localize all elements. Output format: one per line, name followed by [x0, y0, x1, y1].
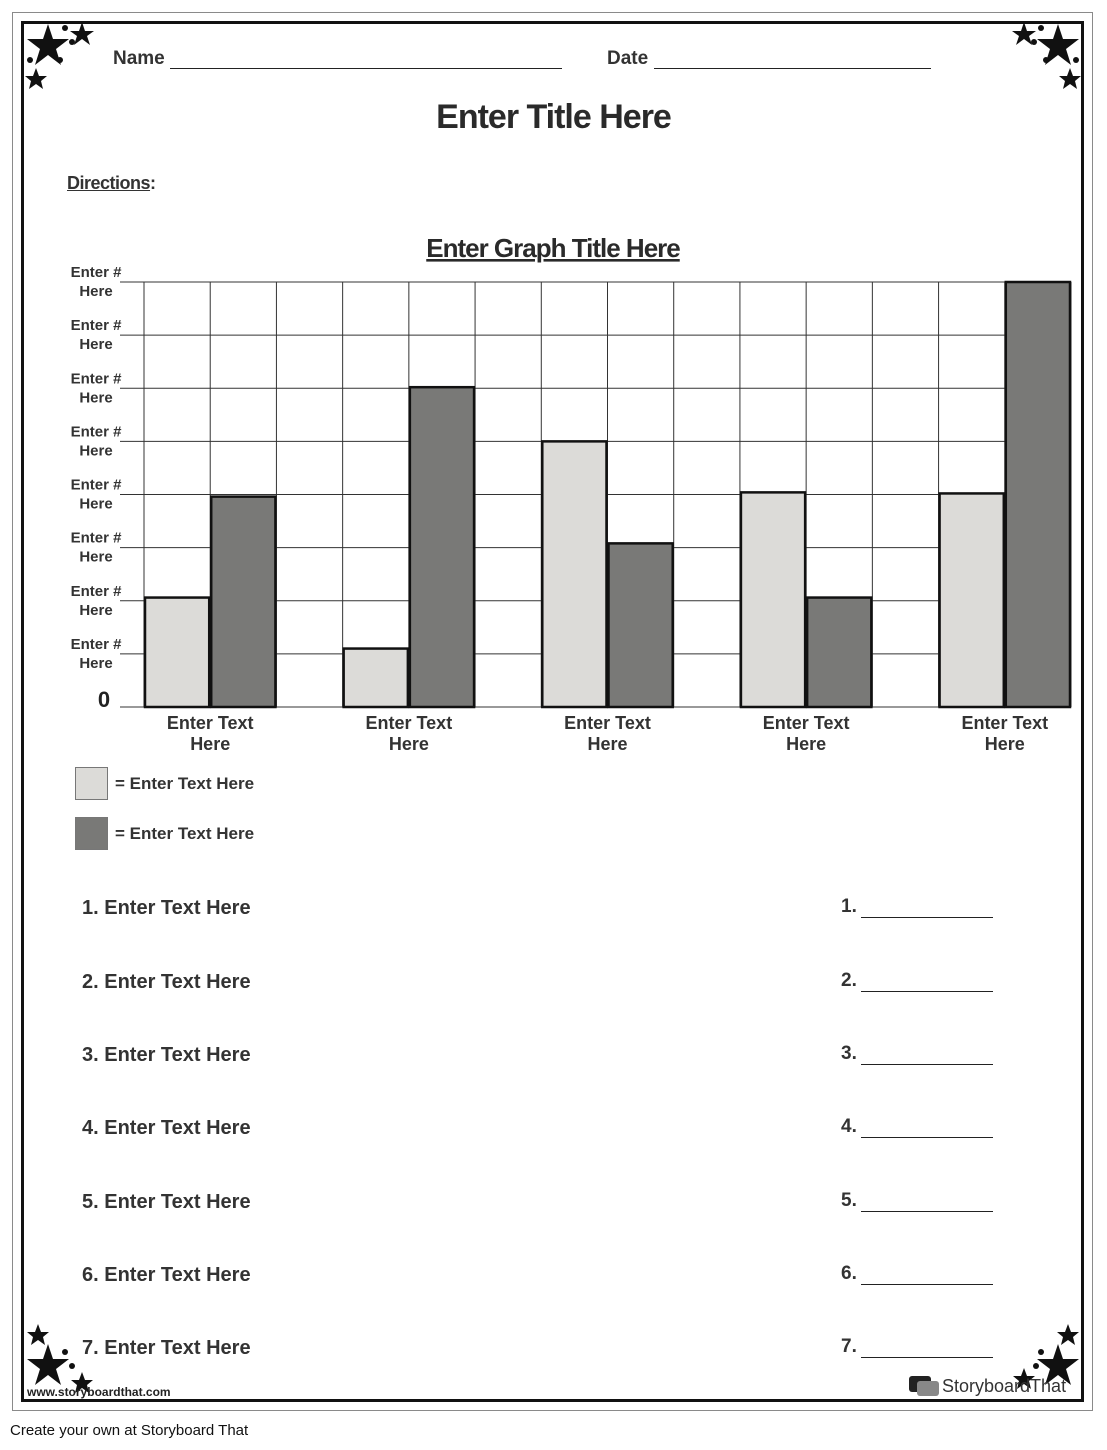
answer-number: 3.: [841, 1043, 857, 1064]
bar: [1006, 282, 1070, 707]
legend-label-dark[interactable]: = Enter Text Here: [115, 824, 255, 843]
answer-blank[interactable]: [861, 991, 993, 992]
graph-title[interactable]: Enter Graph Title Here: [426, 233, 680, 263]
bar: [410, 387, 474, 707]
page-title[interactable]: Enter Title Here: [436, 98, 671, 136]
logo-text: StoryboardThat: [942, 1375, 1067, 1396]
y-tick-label: Enter # Here: [70, 635, 122, 672]
bar: [211, 497, 275, 707]
question-text[interactable]: 4. Enter Text Here: [82, 1117, 251, 1139]
answer-blank[interactable]: [861, 1357, 993, 1358]
y-tick-label: Enter # Here: [70, 370, 122, 407]
y-tick-label: Enter # Here: [70, 529, 122, 566]
answer-number: 7.: [841, 1336, 857, 1357]
answer-blank[interactable]: [861, 1211, 993, 1212]
x-tick-label: Enter Text Here: [961, 713, 1049, 754]
bar: [807, 598, 871, 707]
name-field[interactable]: [170, 68, 562, 69]
question-text[interactable]: 3. Enter Text Here: [82, 1044, 251, 1066]
answer-number: 1.: [841, 896, 857, 917]
answer-number: 4.: [841, 1116, 857, 1137]
legend-label-light[interactable]: = Enter Text Here: [115, 774, 255, 793]
date-label: Date: [607, 48, 649, 69]
y-tick-label: Enter # Here: [70, 582, 122, 619]
legend-swatch-light: [75, 767, 108, 800]
bar: [741, 492, 805, 707]
x-tick-label: Enter Text Here: [564, 713, 651, 754]
directions-colon: :: [150, 173, 157, 193]
question-text[interactable]: 2. Enter Text Here: [82, 971, 251, 993]
speech-bubble-icon: [908, 1374, 942, 1398]
bar: [609, 543, 673, 707]
answer-blank[interactable]: [861, 917, 993, 918]
question-text[interactable]: 7. Enter Text Here: [82, 1337, 251, 1359]
answer-number: 2.: [841, 970, 857, 991]
bar-chart: [0, 220, 1107, 760]
storyboardthat-logo[interactable]: [908, 1374, 1066, 1398]
footer-url[interactable]: www.storyboardthat.com: [27, 1385, 171, 1399]
answer-blank[interactable]: [861, 1064, 993, 1065]
legend-swatch-dark: [75, 817, 108, 850]
answer-blank[interactable]: [861, 1137, 993, 1138]
question-text[interactable]: 6. Enter Text Here: [82, 1264, 251, 1286]
name-label: Name: [113, 48, 165, 69]
question-text[interactable]: 1. Enter Text Here: [82, 897, 251, 919]
directions: [67, 173, 156, 194]
bottom-caption[interactable]: Create your own at Storyboard That: [10, 1422, 249, 1439]
x-tick-label: Enter Text Here: [166, 713, 254, 754]
bar: [940, 493, 1004, 707]
y-tick-label: Enter # Here: [70, 317, 122, 354]
directions-label: Directions: [67, 173, 151, 193]
bar: [145, 598, 209, 707]
y-tick-label: Enter # Here: [70, 476, 122, 513]
bar: [542, 441, 606, 707]
y-tick-label: Enter # Here: [70, 423, 122, 460]
x-tick-label: Enter Text Here: [365, 713, 453, 754]
answer-number: 5.: [841, 1190, 857, 1211]
date-field[interactable]: [654, 68, 931, 69]
answer-blank[interactable]: [861, 1284, 993, 1285]
y-tick-label: Enter # Here: [70, 264, 122, 300]
bar: [344, 649, 408, 707]
star-cluster-icon: [1006, 18, 1086, 98]
x-tick-label: Enter Text Here: [762, 713, 850, 754]
question-text[interactable]: 5. Enter Text Here: [82, 1191, 251, 1213]
y-tick-label: 0: [97, 687, 111, 712]
star-cluster-icon: [20, 18, 100, 98]
answer-number: 6.: [841, 1263, 857, 1284]
